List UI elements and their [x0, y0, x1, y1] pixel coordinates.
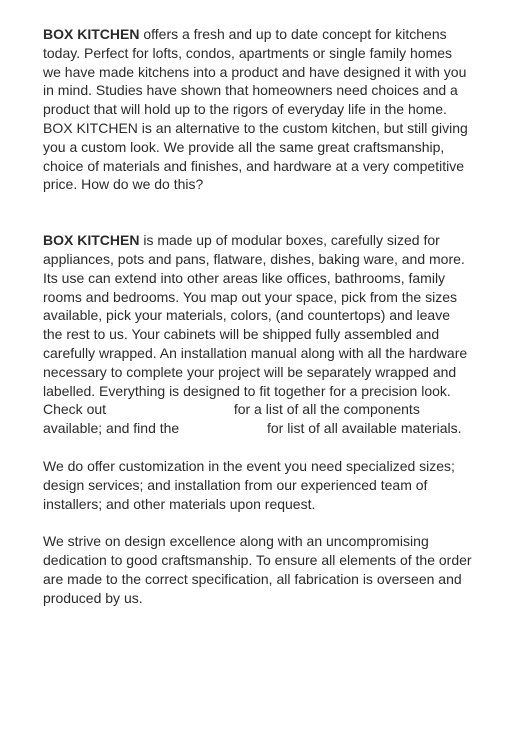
customization-paragraph: We do offer customization in the event you need specialized sizes; design services; and installation from our experienced team of installers; and other materials upon request.: [43, 457, 455, 512]
modular-text-3: for list of all available materials.: [263, 420, 462, 437]
spacer: [43, 438, 473, 457]
main-content: [43, 25, 473, 608]
materials-link[interactable]: [183, 419, 263, 438]
modular-paragraph: [43, 231, 473, 438]
modular-text-2: for a list of all the components available; and find the: [43, 401, 420, 437]
modular-text-1: is made up of modular boxes, carefully sized for appliances, pots and pans, flatware, dishes, baking ware, and more. Its use can extend into other areas like offices, bathrooms, family rooms and bedrooms. You map out your space, pick from the sizes available, pick your materials, colors, (and countertops) and leave the rest to us. Your cabinets will be shipped fully assembled and carefully wrapped. An installation manual along with all the hardware necessary to complete your project will be separately wrapped and labelled. Everything is designed to fit together for a precision look. Check out: [43, 232, 468, 418]
intro-text: offers a fresh and up to date concept for kitchens today. Perfect for lofts, condos, apartments or single family homes we have made kitchens into a product and have designed it with you in mind. Studies have shown that homeowners need choices and a product that will hold up to the rigors of everyday life in the home. BOX KITCHEN is an alternative to the custom kitchen, but still giving you a custom look. We provide all the same great craftsmanship, choice of materials and finishes, and hardware at a very competitive price. How do we do this?: [43, 26, 468, 193]
excellence-paragraph: We strive on design excellence along with an uncompromising dedication to good craftsmanship. To ensure all elements of the order are made to the correct specification, all fabrication is overseen and produced by us.: [43, 533, 472, 606]
brand-name: BOX KITCHEN: [43, 232, 140, 249]
spacer: [43, 194, 473, 231]
brand-name: BOX KITCHEN: [43, 26, 140, 42]
spacer: [43, 513, 473, 532]
components-link[interactable]: [110, 400, 230, 419]
intro-paragraph: [43, 25, 473, 194]
